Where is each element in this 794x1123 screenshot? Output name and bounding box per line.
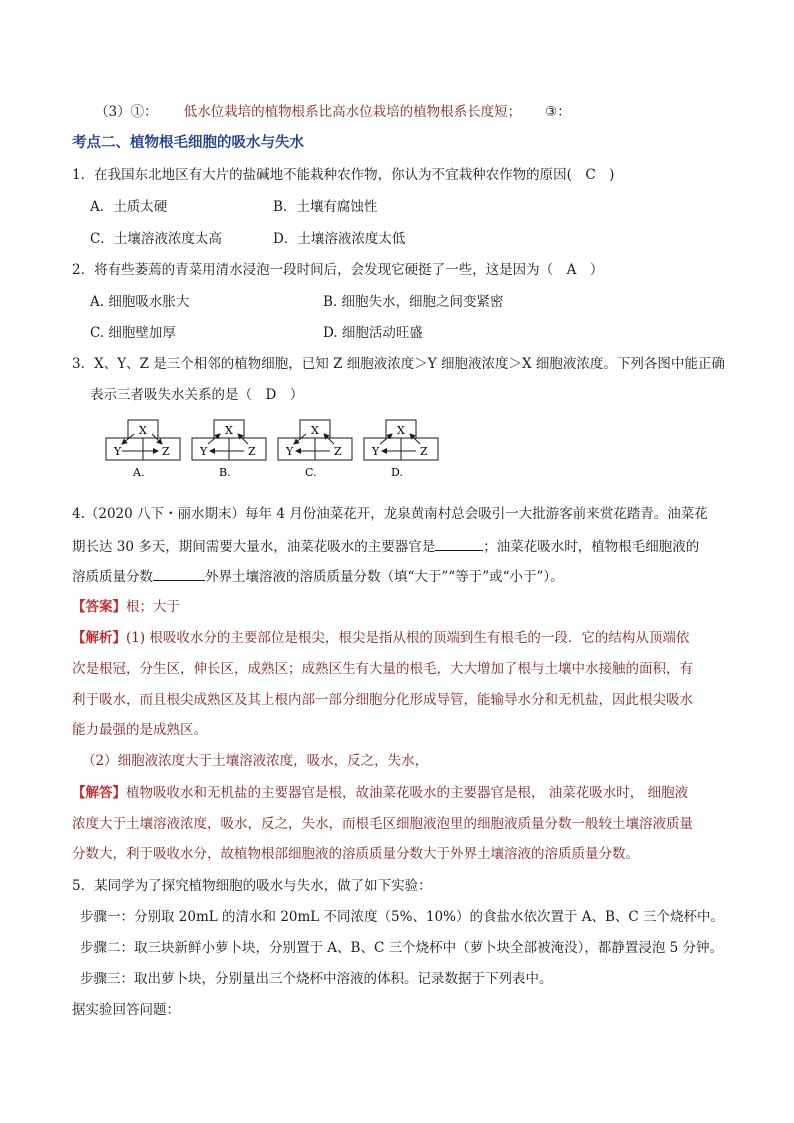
q4-line3-b: 外界土壤溶液的溶质质量分数（填“大于”“等于”或“小于”）。 [205, 569, 564, 585]
diagram-c-x: X [311, 424, 319, 437]
q4-line2 [72, 536, 699, 556]
analysis-line1 [72, 629, 689, 647]
diagram-d-caption: D. [391, 466, 403, 479]
q5-step3: 步骤三：取出萝卜块，分别量出三个烧杯中溶液的体积。记录数据于下列表中。 [80, 971, 553, 987]
q1-option-d: D．土壤溶液浓度太低 [273, 231, 406, 247]
sub-answer-3-text: 低水位栽培的植物根系比高水位栽培的植物根系长度短； [183, 104, 522, 120]
diagram-b-caption: B. [219, 466, 231, 479]
diagram-a-y: Y [114, 445, 122, 458]
q5-step2: 步骤二：取三块新鲜小萝卜块，分别置于 A、B、C 三个烧杯中（萝卜块全部被淹没），都静置浸泡 5 分钟。 [80, 940, 724, 956]
q2-option-d: D. 细胞活动旺盛 [323, 325, 423, 341]
diagram-b-z: Z [248, 445, 256, 458]
q2-option-b: B. 细胞失水，细胞之间变紧密 [323, 294, 504, 310]
answer-line [72, 598, 180, 616]
diagram-a [106, 420, 180, 479]
q1-option-a: A．土质太硬 [90, 199, 168, 215]
analysis-line4: 能力最强的是成熟区。 [72, 722, 207, 738]
q4-line3 [72, 566, 564, 586]
diagram-c-y: Y [286, 445, 294, 458]
solution-line1 [72, 784, 688, 802]
section-title: 考点二、植物根毛细胞的吸水与失水 [72, 134, 304, 151]
diagram-a-caption: A. [133, 466, 145, 479]
solution-line3: 分数大，利于吸收水分，故植物根部细胞液的溶质质量分数大于外界土壤溶液的溶质质量分数。 [72, 846, 639, 862]
answer-text: 根；大于 [126, 599, 180, 615]
answer-tag: 【答案】 [72, 599, 126, 615]
diagram-b [192, 420, 266, 479]
analysis-l1: (1) 根吸收水分的主要部位是根尖，根尖是指从根的顶端到生有根毛的一段．它的结构从顶端依 [126, 630, 690, 646]
q3-diagrams [100, 412, 440, 484]
q2-option-c: C. 细胞壁加厚 [90, 325, 176, 341]
sub-answer-3 [95, 103, 571, 121]
diagram-d [364, 420, 438, 479]
solution-tag: 【解答】 [72, 785, 126, 801]
solution-line2: 浓度大于土壤溶液浓度，吸水，反之，失水，而根毛区细胞液泡里的细胞液质量分数一般较土壤溶液质量 [72, 816, 693, 832]
q2-stem: 2．将有些萎蔫的青菜用清水浸泡一段时间后，会发现它硬挺了一些，这是因为（ A ） [72, 262, 604, 278]
diagram-d-z: Z [420, 445, 428, 458]
diagram-b-y: Y [200, 445, 208, 458]
diagram-d-y: Y [372, 445, 380, 458]
q5-stem: 5．某同学为了探究植物细胞的吸水与失水，做了如下实验： [72, 878, 432, 894]
diagram-a-x: X [139, 424, 147, 437]
q4-line1: 4.（2020 八下・丽水期末）每年 4 月份油菜花开，龙泉黄南村总会吸引一大批游客前来赏花踏青。油菜花 [72, 506, 708, 522]
q4-line2-a: 期长达 30 多天，期间需要大量水，油菜花吸水的主要器官是 [72, 539, 436, 555]
analysis-line5: （2）细胞液浓度大于土壤溶液浓度，吸水，反之，失水， [82, 753, 429, 769]
q5-tail: 据实验回答问题： [72, 1002, 180, 1018]
diagram-b-x: X [225, 424, 233, 437]
q1-stem: 1．在我国东北地区有大片的盐碱地不能栽种农作物，你认为不宜栽种农作物的原因( C ) [72, 167, 615, 183]
diagram-a-z: Z [162, 445, 170, 458]
q4-line3-a: 溶质质量分数 [72, 569, 153, 585]
q3-stem-line2: 表示三者吸失水关系的是（ D ） [90, 387, 304, 403]
q1-option-b: B．土壤有腐蚀性 [273, 199, 378, 215]
diagram-c-z: Z [334, 445, 342, 458]
q4-blank-1 [435, 536, 483, 551]
solution-l1: 植物吸收水和无机盐的主要器官是根，故油菜花吸水的主要器官是根， 油菜花吸水时， 细胞液 [126, 785, 689, 801]
q2-option-a: A. 细胞吸水胀大 [90, 294, 190, 310]
diagram-d-x: X [397, 424, 405, 437]
diagram-c [278, 420, 352, 479]
q5-step1: 步骤一：分别取 20mL 的清水和 20mL 不同浓度（5%、10%）的食盐水依次置于 A、B、C 三个烧杯中。 [80, 909, 725, 925]
diagram-c-caption: C. [305, 466, 317, 479]
sub-answer-3-number: （3）①： [95, 104, 158, 120]
analysis-line2: 次是根冠，分生区，伸长区，成熟区；成熟区生有大量的根毛，大大增加了根与土壤中水接触的面积，有 [72, 661, 693, 677]
q1-option-c: C．土壤溶液浓度太高 [90, 231, 222, 247]
sub-answer-3-part3: ③： [545, 104, 571, 120]
q3-stem-line1: 3．X、Y、Z 是三个相邻的植物细胞，已知 Z 细胞液浓度＞Y 细胞液浓度＞X 细胞液浓度。下列各图中能正确 [72, 356, 725, 372]
analysis-tag: 【解析】 [72, 630, 126, 646]
analysis-line3: 利于吸水，而且根尖成熟区及其上根内部一部分细胞分化形成导管，能输导水分和无机盐，因此根尖吸水 [72, 692, 693, 708]
q4-blank-2 [153, 566, 205, 581]
q4-line2-b: ；油菜花吸水时，植物根毛细胞液的 [483, 539, 700, 555]
